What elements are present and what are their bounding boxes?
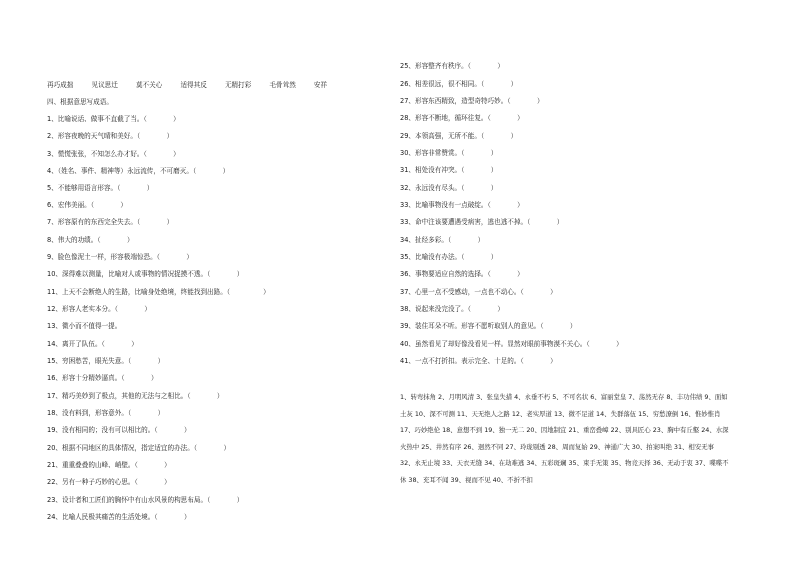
question-item: 10、深得难以测量，比喻对人或事物的情况捉摸不透。（ ） <box>47 270 244 278</box>
word-bank-item: 适得其反 <box>180 81 207 89</box>
question-item: 1、比喻说话、做事不直截了当。（ ） <box>47 115 180 123</box>
question-item: 17、精巧美妙到了极点，其他的无法与之相比。（ ） <box>47 392 224 400</box>
question-item: 3、慌慌张张，不知怎么办才好。（ ） <box>47 150 180 158</box>
question-item: 38、说起来没完没了。（ ） <box>400 305 504 313</box>
word-bank-item: 无精打彩 <box>224 81 252 89</box>
word-bank-item: 安祥 <box>313 81 328 89</box>
question-item: 35、比喻没有办法。（ ） <box>400 253 498 261</box>
word-bank-item: 毛骨耸然 <box>269 81 296 89</box>
question-item: 20、根据不同地区的具体情况，指定适宜的办法。（ ） <box>47 444 231 452</box>
question-item: 7、形容原有的东西完全失去。（ ） <box>47 218 174 226</box>
question-item: 26、相差很远，很不相同。（ ） <box>400 80 518 88</box>
question-item: 34、扯经多彩。（ ） <box>400 236 485 244</box>
question-item: 22、另有一种子巧妙的心思。（ ） <box>47 478 171 486</box>
word-bank-item: 再巧成拙 <box>47 81 74 89</box>
question-item: 39、装住耳朵不听。形容不愿听取别人的意见。（ ） <box>400 322 577 330</box>
question-item: 24、比喻人民极其痛苦的生活处境。（ ） <box>47 513 191 521</box>
question-item: 33、命中注该要遭遇受病害，逃也逃不掉。（ ） <box>400 218 564 226</box>
question-item: 21、重重叠叠的山峰、峭壁。（ ） <box>47 461 171 469</box>
word-bank-item: 莫不关心 <box>135 81 163 89</box>
question-item: 27、形容东西精致，造型奇特巧妙。（ ） <box>400 97 544 105</box>
question-item: 13、微小而不值得一提。 <box>47 322 122 330</box>
question-item: 14、离开了队伍。（ ） <box>47 340 138 348</box>
question-item: 4、（姓名、事件、精神等）永远流传，不可磨灭。（ ） <box>47 167 230 175</box>
question-item: 9、脸色像泥土一样，形容极端惊恐。（ ） <box>47 253 193 261</box>
question-item: 2、形容夜晚的天气晴和美好。（ ） <box>47 132 174 140</box>
question-item: 5、不能够用语言形容。（ ） <box>47 184 154 192</box>
question-item: 19、没有相同的；没有可以相比的。（ ） <box>47 426 191 434</box>
question-item: 41、一点不打折扣。表示完全、十足的。（ ） <box>400 357 557 365</box>
question-item: 18、没有料到，形容意外。（ ） <box>47 409 165 417</box>
question-item: 8、伟大的功绩。（ ） <box>47 236 134 244</box>
question-item: 37、心里一点不受感动，一点也不动心。（ ） <box>400 288 557 296</box>
question-item: 36、事物要适应自然的选择。（ ） <box>400 270 524 278</box>
word-bank-item: 见议思迁 <box>91 81 118 89</box>
question-item: 15、穷困愁苦，眼光失意。（ ） <box>47 357 165 365</box>
question-item: 12、形容人老实本分。（ ） <box>47 305 151 313</box>
question-item: 23、设计者和工匠们的胸怀中有山水风景的构思布局。（ ） <box>47 496 244 504</box>
question-item: 31、相处没有冲突。（ ） <box>400 166 498 174</box>
question-item: 25、形容整齐有秩序。（ ） <box>400 62 504 70</box>
question-item: 40、虽然看见了却好像没看见一样。显然对眼前事物漠不关心。（ ） <box>400 340 623 348</box>
question-item: 11、上天不会断绝人的生路，比喻身处绝境，终能找到出路。（ ） <box>47 288 270 296</box>
word-bank-row <box>47 79 343 89</box>
question-item: 30、形容非常赞赏。（ ） <box>400 149 498 157</box>
question-item: 29、本领高强，无所不能。（ ） <box>400 132 518 140</box>
question-item: 33、比喻事物没有一点破绽。（ ） <box>400 201 524 209</box>
question-item: 28、形容不断地，循环往复。（ ） <box>400 114 524 122</box>
question-item: 32、永远没有尽头。（ ） <box>400 184 498 192</box>
question-item: 6、宏伟美丽。（ ） <box>47 201 128 209</box>
answer-key: 1、转弯抹角 2、月明风清 3、张皇失措 4、永垂不朽 5、不可名状 6、富丽堂皇 7、荡然无存 8、丰功伟绩 9、面如土灰 10、深不可测 11、天无绝人之路 12、老实厚道 13、微不足道 14、失群落伍 15、穷愁潦倒 16、惟妙惟肖 17、巧妙绝伦 18、意想不到 19、独一无二 20、因地制宜 21、重峦叠嶂 22、别具匠心 23、胸中有丘壑 24、水深火热中 25、井然有序 26、迥然不同 27、玲珑剔透 28、周而复始 29、神通广大 30、拍案叫绝 31、相安无事 32、永无止境 33、天衣无缝 34、在劫难逃 34、五彩斑斓 35、束手无策 35、物竞天择 36、无动于衷 37、喋喋不休 38、充耳不闻 39、视而不见 40、不折不扣 <box>400 393 729 484</box>
section-title: 四、根据意思写成语。 <box>47 98 113 106</box>
question-item: 16、形容十分精妙逼真。（ ） <box>47 374 158 382</box>
